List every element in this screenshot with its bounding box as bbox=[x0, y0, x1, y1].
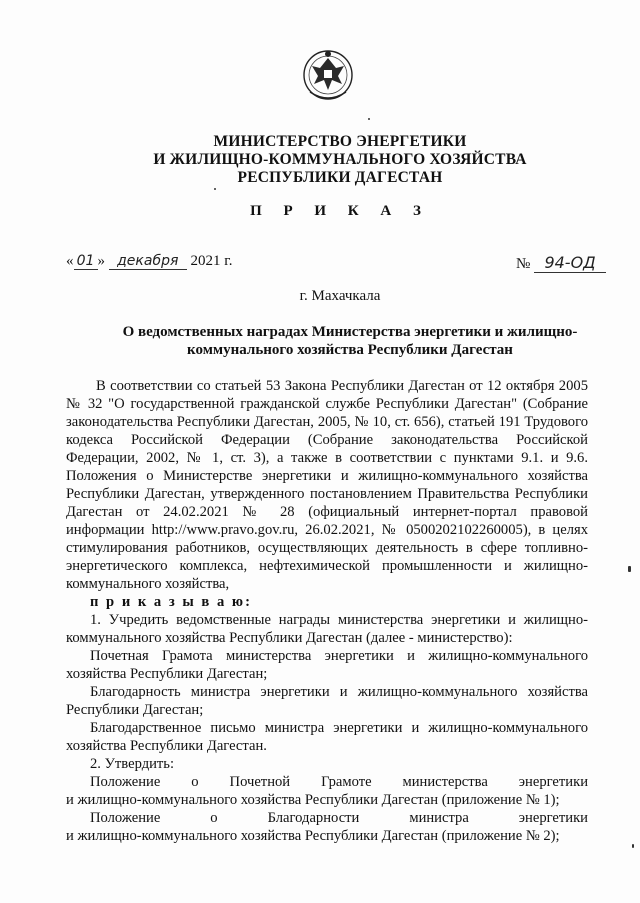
order-subject bbox=[100, 323, 600, 359]
item-1-paragraph: 1. Учредить ведомственные награды министерства энергетики и жилищно-коммунального хозяйства Республики Дагестан (далее - министерство): bbox=[66, 612, 588, 646]
item-2-paragraph: 2. Утвердить: bbox=[90, 756, 175, 772]
regulation-2 bbox=[66, 809, 588, 845]
header-line-2: И ЖИЛИЩНО-КОММУНАЛЬНОГО ХОЗЯЙСТВА bbox=[153, 151, 527, 168]
award-3-paragraph: Благодарственное письмо министра энергетики и жилищно-коммунального хозяйства Республики Дагестан. bbox=[66, 720, 588, 754]
ministry-header bbox=[120, 133, 560, 187]
subject-line-2: коммунального хозяйства Республики Дагестан bbox=[187, 342, 513, 358]
regulation-2-line-1: Положение о Благодарности министра энергетики bbox=[90, 810, 588, 826]
scan-speck bbox=[628, 566, 631, 572]
header-line-3: РЕСПУБЛИКИ ДАГЕСТАН bbox=[237, 169, 443, 186]
number-label: № bbox=[516, 256, 531, 272]
scan-speck bbox=[368, 118, 370, 120]
header-line-1: МИНИСТЕРСТВО ЭНЕРГЕТИКИ bbox=[213, 133, 467, 150]
regulation-1-line-1: Положение о Почетной Грамоте министерства энергетики bbox=[90, 774, 588, 790]
preamble-paragraph: В соответствии со статьей 53 Закона Республики Дагестан от 12 октября 2005 № 32 "О государственной гражданской службе Республики Дагестан" (Собрание законодательства Республики Дагестан, 2005, № 10, ст. 656), статьей 191 Трудового кодекса Российской Федерации (Собрание законодательства Российской Федерации, 2002, № 1, ст. 3), а также в соответствии с пунктами 9.1. и 9.6. Положения о Министерстве энергетики и жилищно-коммунального хозяйства Республики Дагестан, утвержденного постановлением Правительства Республики Дагестан от 24.02.2021 № 28 (официальный интернет-портал правовой информации http://www.pravo.gov.ru, 26.02.2021, № 0500202102260005), в целях стимулирования работников, осуществляющих деятельность в сфере топливно-энергетического комплекса, нефтехимической промышленности и жилищно-коммунального хозяйства, bbox=[66, 378, 588, 592]
handwritten-day: 01 bbox=[74, 253, 98, 270]
scan-speck bbox=[632, 844, 634, 848]
subject-line-1: О ведомственных наградах Министерства энергетики и жилищно- bbox=[122, 324, 578, 340]
city: г. Махачкала bbox=[299, 288, 381, 304]
order-word: п р и к а з ы в а ю: bbox=[90, 594, 252, 610]
order-body bbox=[66, 377, 588, 845]
regulation-1 bbox=[66, 773, 588, 809]
date-year: 2021 г. bbox=[190, 253, 233, 269]
order-date bbox=[66, 253, 232, 270]
award-2-paragraph: Благодарность министра энергетики и жилищно-коммунального хозяйства Республики Дагестан; bbox=[66, 684, 588, 718]
scan-speck bbox=[214, 188, 216, 190]
order-number bbox=[516, 253, 606, 273]
handwritten-month: декабря bbox=[109, 253, 187, 270]
regulation-1-line-2: и жилищно-коммунального хозяйства Республики Дагестан (приложение № 1); bbox=[66, 792, 560, 808]
regulation-2-line-2: и жилищно-коммунального хозяйства Республики Дагестан (приложение № 2); bbox=[66, 828, 560, 844]
order-title: П Р И К А З bbox=[250, 203, 430, 219]
dagestan-coat-of-arms-emblem bbox=[302, 46, 354, 104]
handwritten-number: 94-ОД bbox=[534, 253, 606, 273]
date-close-quote: » bbox=[97, 253, 105, 269]
date-open-quote: « bbox=[66, 253, 74, 269]
award-1-paragraph: Почетная Грамота министерства энергетики и жилищно-коммунального хозяйства Республики Дагестан; bbox=[66, 648, 588, 682]
